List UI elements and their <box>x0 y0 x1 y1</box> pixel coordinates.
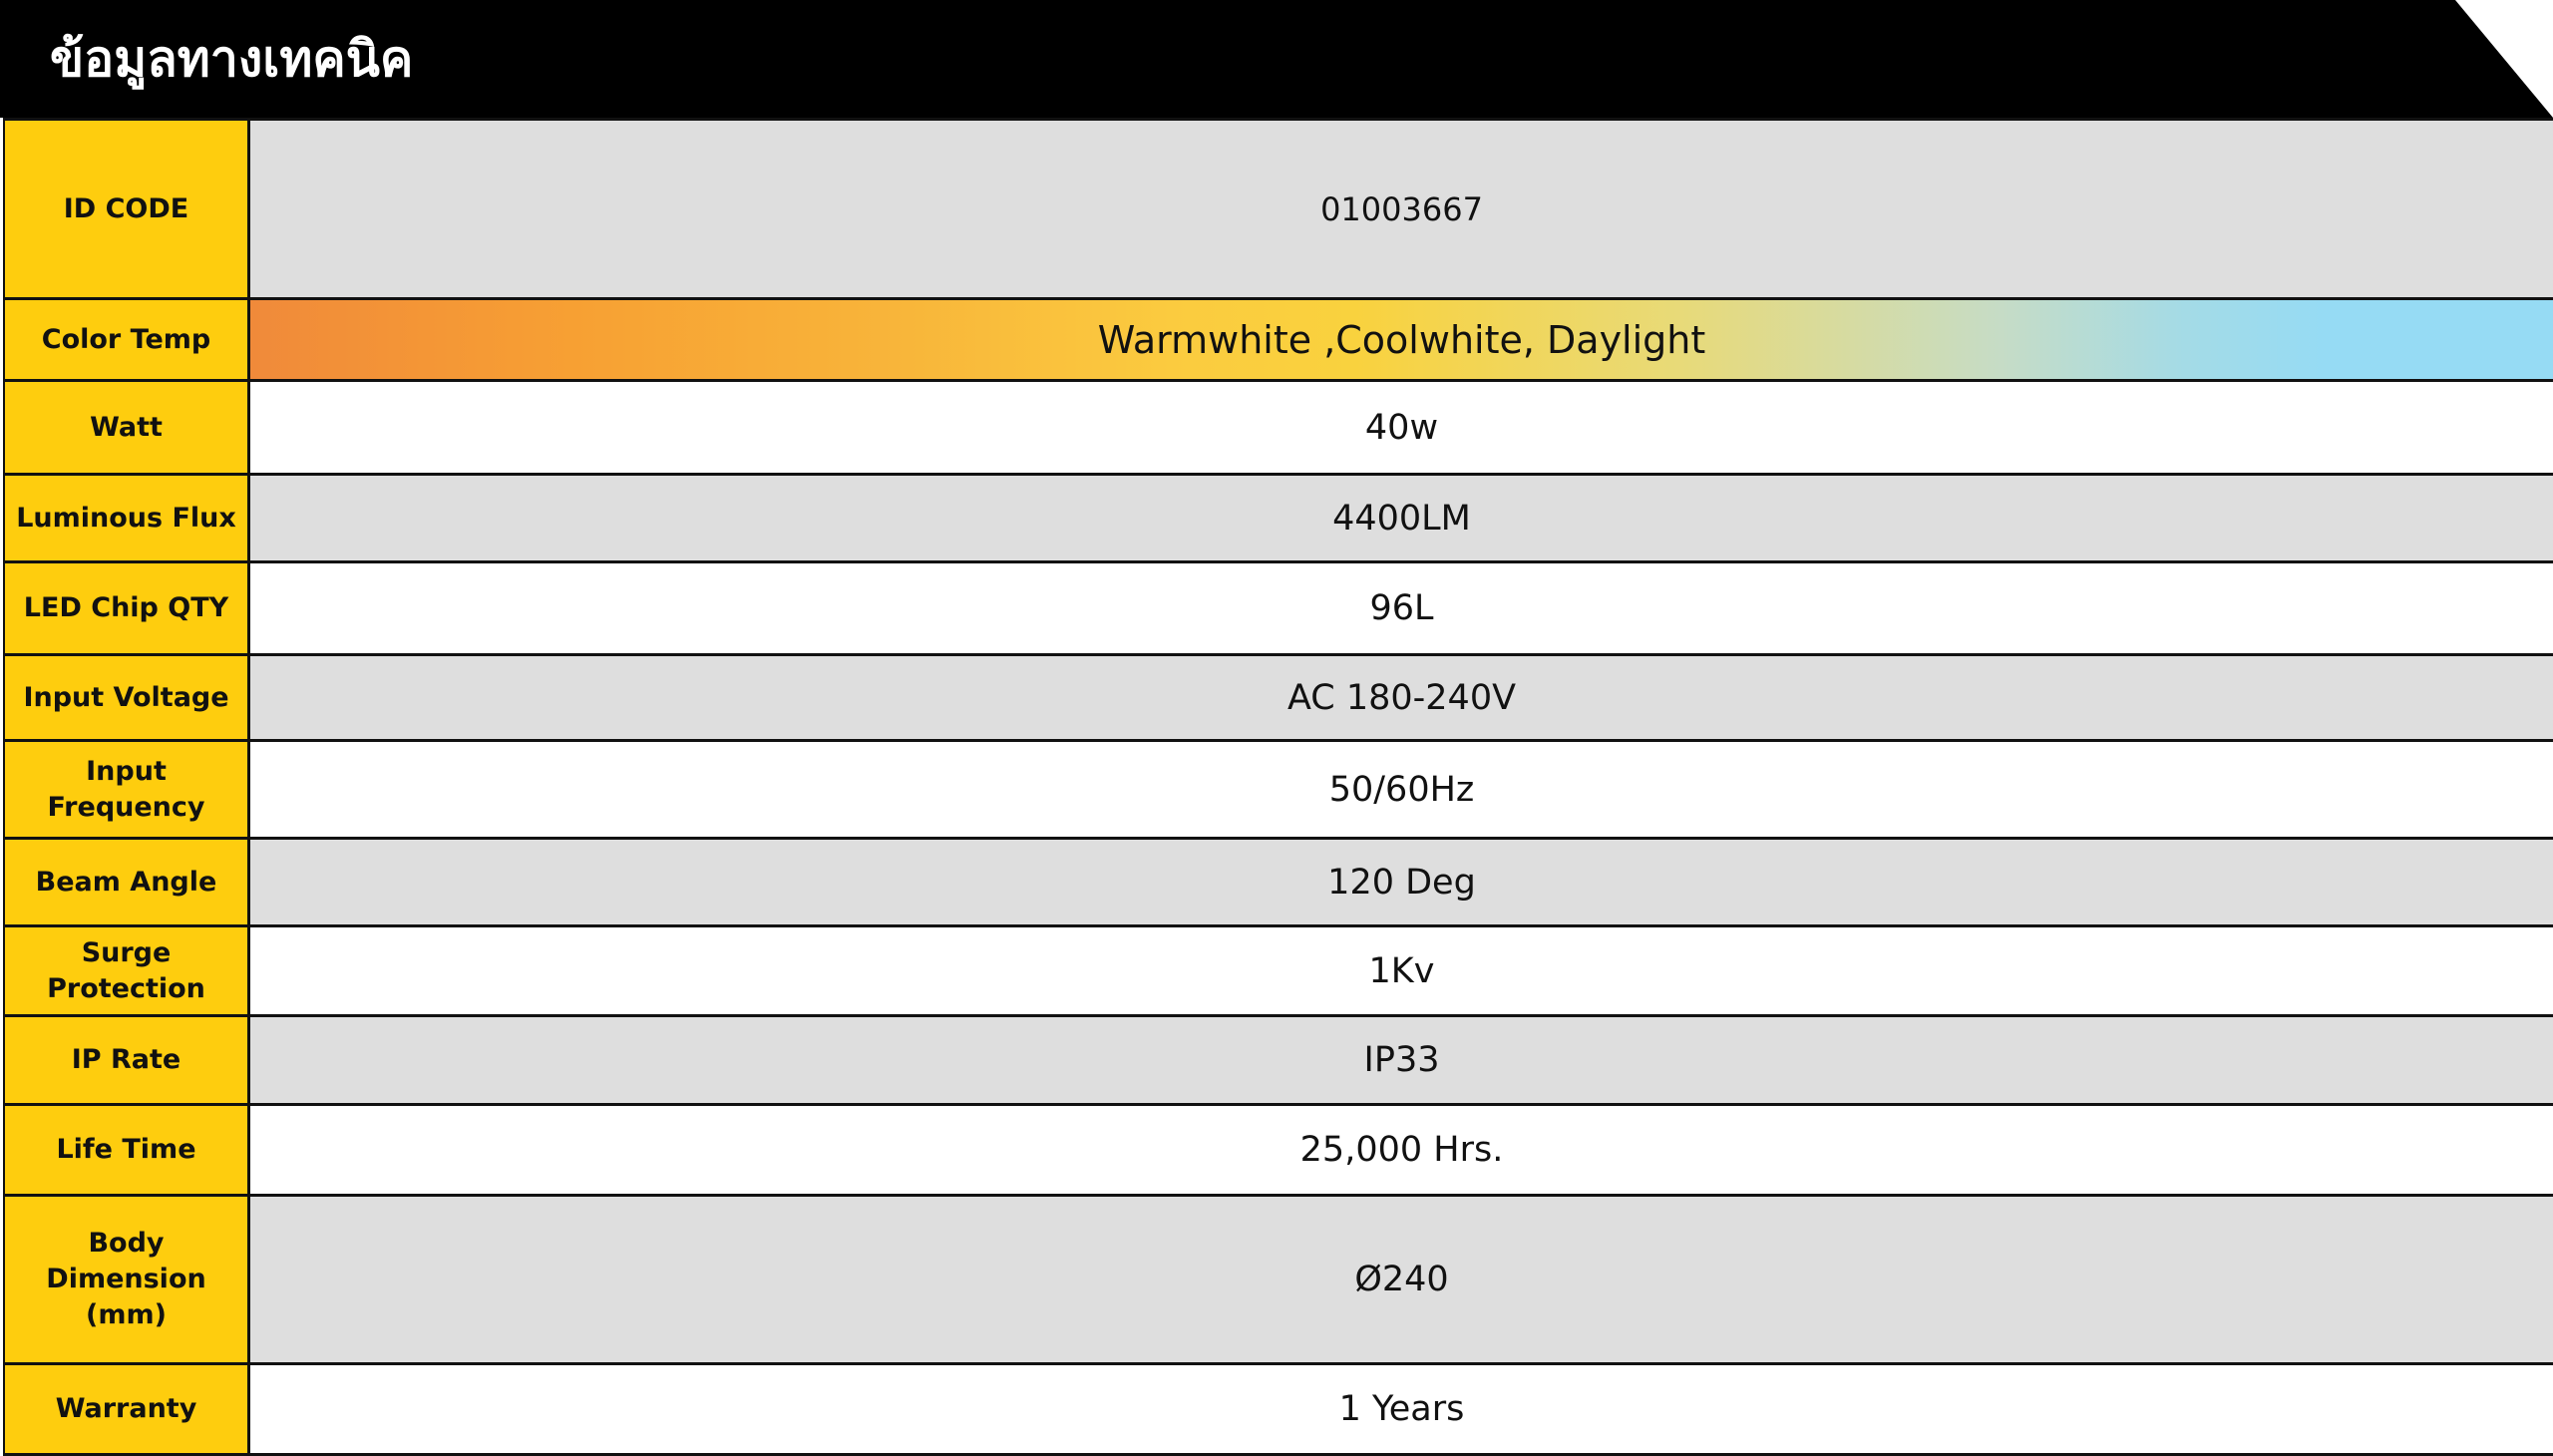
spec-label: Body Dimension (mm) <box>3 1197 250 1362</box>
spec-value: 50/60Hz <box>250 742 2553 837</box>
spec-row-surge-protection <box>3 924 2553 1014</box>
spec-value: 96L <box>250 563 2553 653</box>
spec-value: 1 Years <box>250 1365 2553 1453</box>
spec-label: Input Voltage <box>3 656 250 739</box>
spec-label: ID CODE <box>3 121 250 297</box>
spec-value: Ø240 <box>250 1197 2553 1362</box>
spec-value: Warmwhite ,Coolwhite, Daylight <box>250 300 2553 379</box>
spec-label: Surge Protection <box>3 927 250 1014</box>
spec-label: LED Chip QTY <box>3 563 250 653</box>
spec-value: IP33 <box>250 1017 2553 1103</box>
spec-value: 40w <box>250 382 2553 473</box>
spec-row-led-chip-qty <box>3 560 2553 653</box>
spec-row-color-temp <box>3 297 2553 379</box>
spec-label: Luminous Flux <box>3 476 250 560</box>
spec-row-watt <box>3 379 2553 473</box>
spec-value: AC 180-240V <box>250 656 2553 739</box>
spec-row-body-dimension <box>3 1194 2553 1362</box>
spec-row-input-voltage <box>3 653 2553 739</box>
spec-label: Life Time <box>3 1106 250 1194</box>
spec-table <box>3 118 2553 1456</box>
spec-value: 25,000 Hrs. <box>250 1106 2553 1194</box>
page-title: ข้อมูลทางเทคนิค <box>50 30 414 88</box>
spec-label: Beam Angle <box>3 840 250 924</box>
spec-label: Color Temp <box>3 300 250 379</box>
spec-label: Input Frequency <box>3 742 250 837</box>
spec-label: Warranty <box>3 1365 250 1453</box>
spec-value: 01003667 <box>250 121 2553 297</box>
spec-row-ip-rate <box>3 1014 2553 1103</box>
spec-row-input-frequency <box>3 739 2553 837</box>
spec-row-beam-angle <box>3 837 2553 924</box>
spec-row-warranty <box>3 1362 2553 1456</box>
spec-value: 120 Deg <box>250 840 2553 924</box>
spec-row-life-time <box>3 1103 2553 1194</box>
spec-label: IP Rate <box>3 1017 250 1103</box>
spec-value: 1Kv <box>250 927 2553 1014</box>
spec-row-luminous-flux <box>3 473 2553 560</box>
spec-row-id-code <box>3 118 2553 297</box>
spec-value: 4400LM <box>250 476 2553 560</box>
spec-label: Watt <box>3 382 250 473</box>
